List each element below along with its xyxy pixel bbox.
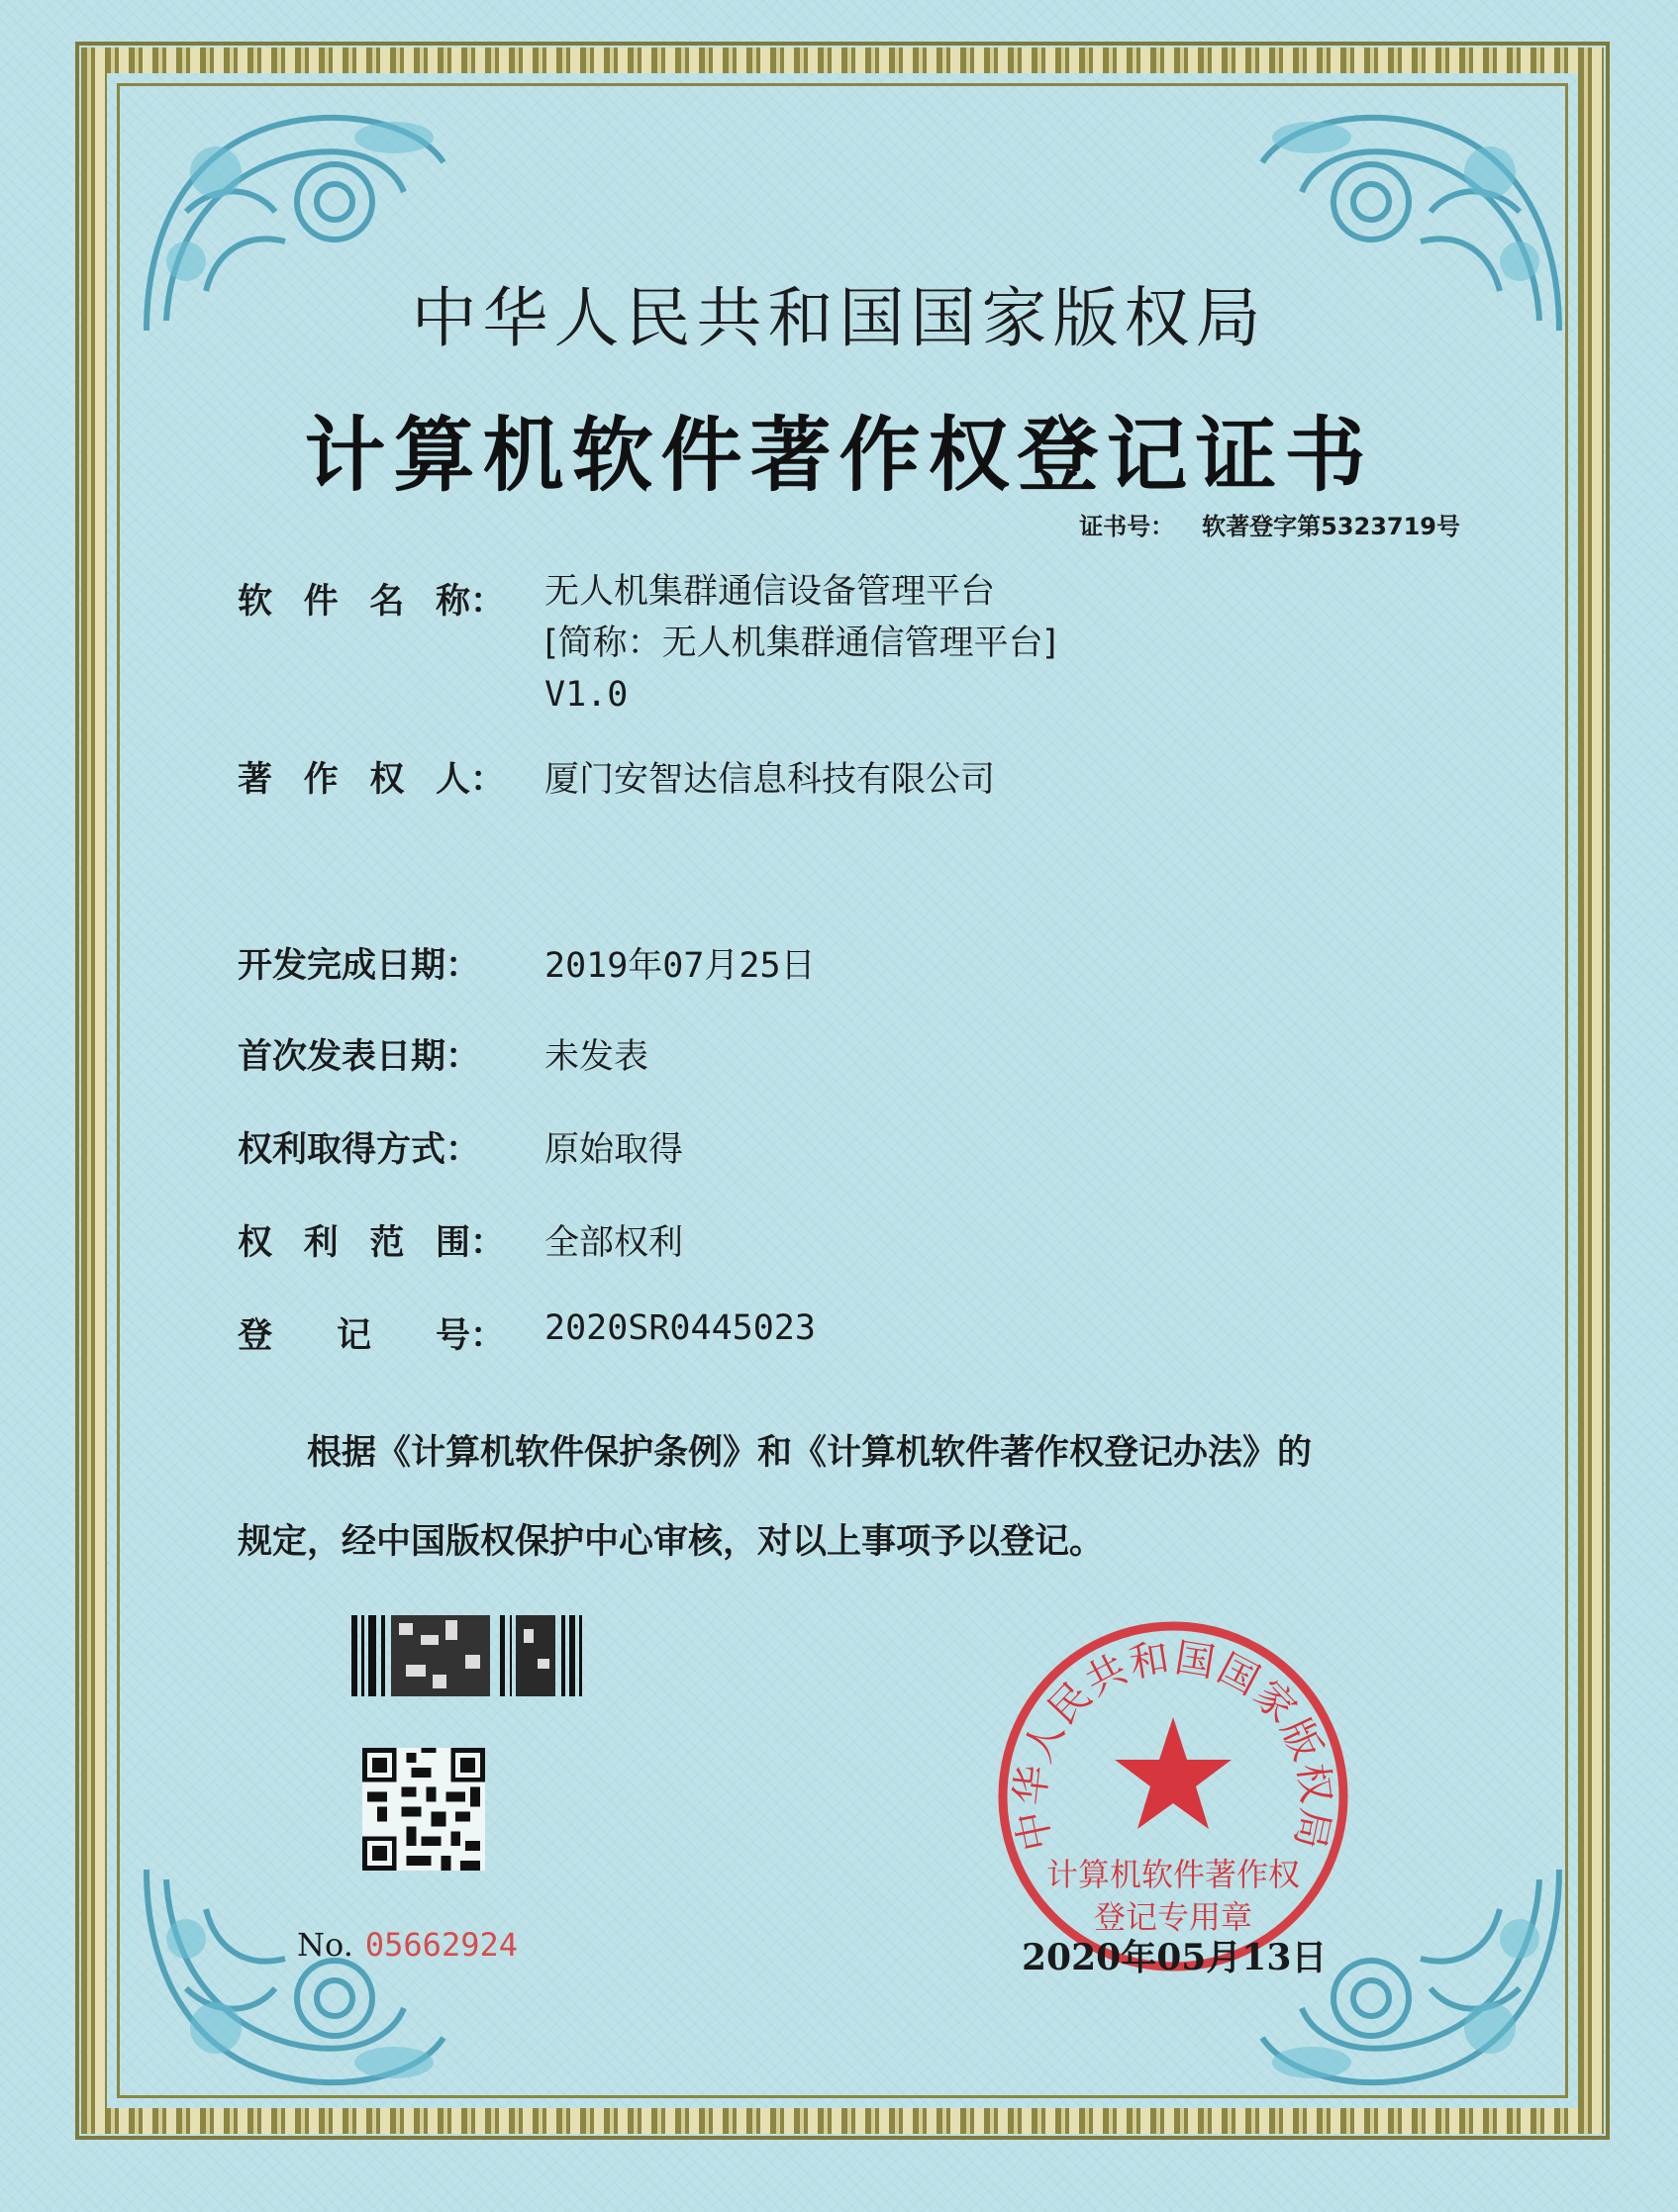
certificate-number-value: 软著登字第5323719号 <box>1202 513 1460 540</box>
field-value: 2019年07月25日 <box>544 946 816 986</box>
certificate-number-label: 证书号： <box>1079 513 1175 540</box>
statement-line-2: 规定，经中国版权保护中心审核，对以上事项予以登记。 <box>238 1522 1105 1562</box>
issuing-authority: 中华人民共和国国家版权局 <box>411 280 1267 356</box>
field-value: 原始取得 <box>544 1130 684 1170</box>
field-label: 登 记 号： <box>238 1316 505 1356</box>
issue-date: 2020年05月13日 <box>1022 1937 1328 1978</box>
field-label: 软 件 名 称： <box>238 582 505 622</box>
field-value: 未发表 <box>544 1037 649 1077</box>
serial-label: No. <box>297 1926 353 1964</box>
serial-value: 05662924 <box>364 1926 518 1964</box>
field-label: 权 利 范 围： <box>238 1223 505 1263</box>
software-version-line: V1.0 <box>544 675 629 715</box>
svg-text:计算机软件著作权: 计算机软件著作权 <box>1045 1856 1301 1893</box>
certificate-title: 计算机软件著作权登记证书 <box>304 409 1374 503</box>
statement-line-1: 根据《计算机软件保护条例》和《计算机软件著作权登记办法》的 <box>307 1433 1313 1473</box>
field-value: 2020SR0445023 <box>544 1308 816 1348</box>
field-value: 全部权利 <box>544 1223 684 1263</box>
certificate-number <box>1079 507 1460 541</box>
serial-number <box>297 1926 518 1964</box>
field-label: 权利取得方式： <box>238 1130 481 1170</box>
qr-code-icon <box>362 1748 485 1871</box>
official-seal-icon <box>990 1613 1356 1979</box>
field-value: 厦门安智达信息科技有限公司 <box>544 760 996 800</box>
field-label: 开发完成日期： <box>238 946 481 986</box>
svg-text:登记专用章: 登记专用章 <box>1093 1898 1253 1936</box>
software-name-line: 无人机集群通信设备管理平台 <box>544 572 996 612</box>
field-label: 著 作 权 人： <box>238 760 505 800</box>
barcode-icon <box>351 1615 587 1696</box>
field-value <box>544 566 1056 721</box>
field-label: 首次发表日期： <box>238 1037 481 1077</box>
corner-ornament-icon <box>127 1850 453 2107</box>
software-abbrev-line: [简称：无人机集群通信管理平台] <box>544 624 1057 663</box>
svg-text:中华人民共和国国家版权局: 中华人民共和国国家版权局 <box>1007 1635 1339 1856</box>
